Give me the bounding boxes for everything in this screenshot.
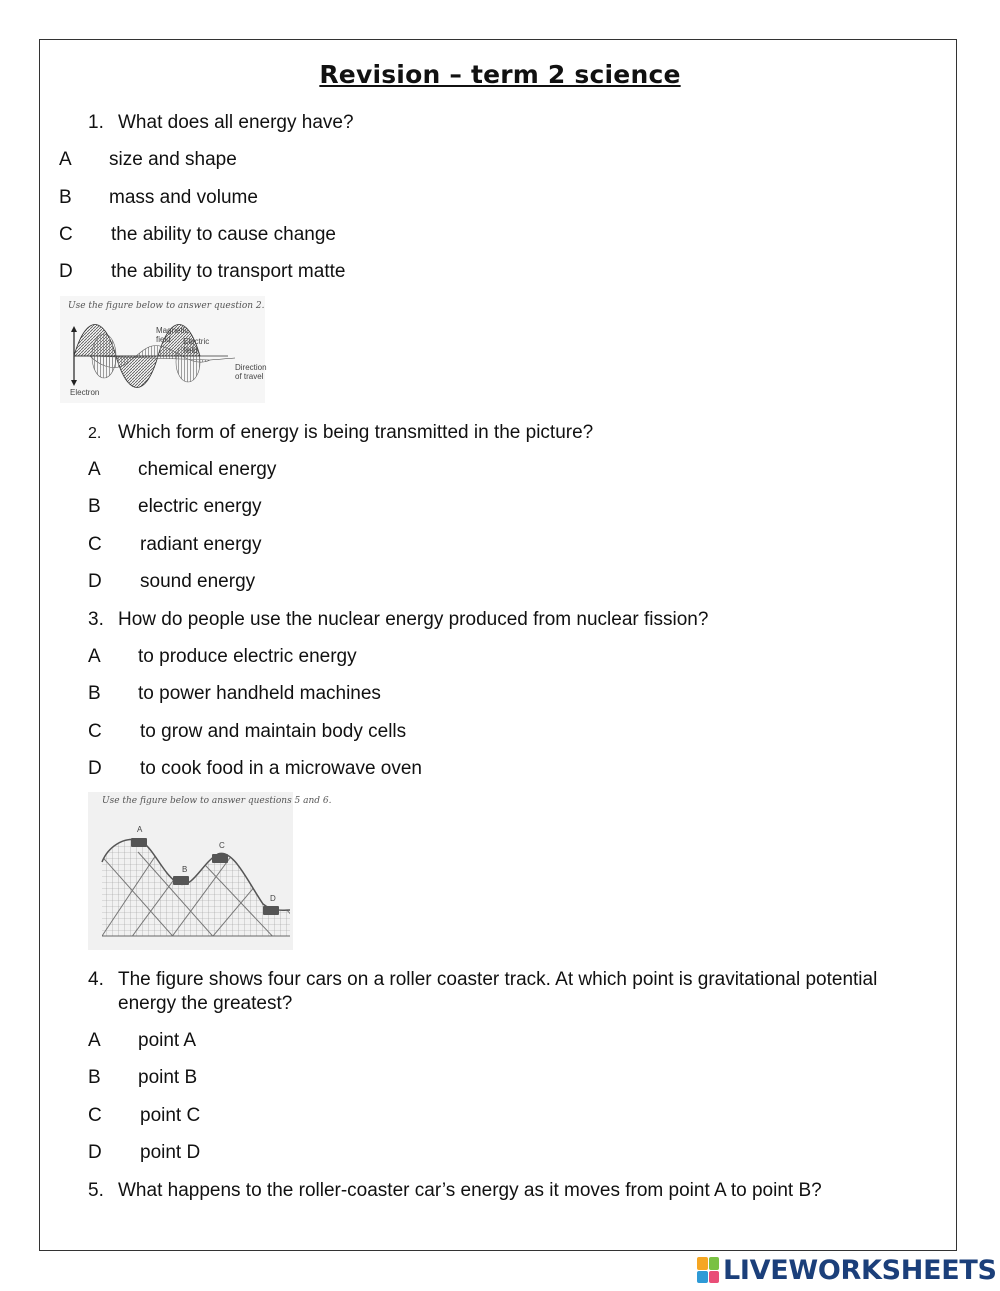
figure-caption: Use the figure below to answer question 2. <box>68 301 265 311</box>
question-text: Which form of energy is being transmitted in the picture? <box>118 422 594 443</box>
q4-option-d[interactable] <box>88 1142 200 1164</box>
option-letter: A <box>88 1030 101 1051</box>
icon-square-i <box>709 1257 720 1270</box>
liveworksheets-logo[interactable] <box>697 1255 997 1285</box>
option-text: point D <box>140 1142 201 1163</box>
question-number: 5. <box>88 1180 104 1201</box>
electromagnetic-wave-figure <box>60 296 265 403</box>
q4-option-c[interactable] <box>88 1105 200 1127</box>
direction-of-travel-label: Direction of travel <box>235 363 267 381</box>
wave-diagram <box>60 296 265 403</box>
question-number: 1. <box>88 112 104 133</box>
point-b-label: B <box>182 865 188 874</box>
option-letter: D <box>59 261 73 282</box>
option-text: radiant energy <box>140 534 262 555</box>
question-3 <box>88 609 708 631</box>
point-d-label: D <box>270 894 276 903</box>
option-letter: B <box>88 1067 101 1088</box>
q2-option-a[interactable] <box>88 459 276 481</box>
roller-coaster-diagram <box>88 792 293 950</box>
q3-option-d[interactable] <box>88 758 422 780</box>
option-letter: A <box>88 459 101 480</box>
option-text: mass and volume <box>109 187 258 208</box>
icon-square-v <box>697 1271 708 1284</box>
option-text: the ability to transport matte <box>111 261 346 282</box>
q3-option-b[interactable] <box>88 683 381 705</box>
point-a-label: A <box>137 825 143 834</box>
option-letter: A <box>88 646 101 667</box>
q1-option-d[interactable] <box>59 261 345 283</box>
q4-option-b[interactable] <box>88 1067 197 1089</box>
q2-option-b[interactable] <box>88 496 262 518</box>
brand-name: LIVEWORKSHEETS <box>723 1254 997 1286</box>
option-text: to produce electric energy <box>138 646 357 667</box>
icon-square-l <box>697 1257 708 1270</box>
question-number: 3. <box>88 609 104 630</box>
q2-option-d[interactable] <box>88 571 255 593</box>
option-letter: B <box>88 683 101 704</box>
option-text: point A <box>138 1030 197 1051</box>
option-letter: D <box>88 758 102 779</box>
option-letter: A <box>59 149 72 170</box>
point-c-label: C <box>219 841 225 850</box>
liveworksheets-icon <box>697 1257 719 1283</box>
option-letter: B <box>59 187 72 208</box>
option-letter: D <box>88 1142 102 1163</box>
option-letter: C <box>88 1105 102 1126</box>
magnetic-field-label: Magnetic field <box>156 326 189 344</box>
electron-label: Electron <box>70 388 100 397</box>
option-letter: C <box>88 721 102 742</box>
q2-option-c[interactable] <box>88 534 261 556</box>
option-text: the ability to cause change <box>111 224 336 245</box>
question-text: The figure shows four cars on a roller coaster track. At which point is gravitational potential <box>118 969 878 990</box>
option-letter: D <box>88 571 102 592</box>
question-1 <box>88 112 354 134</box>
question-text: What does all energy have? <box>118 112 354 133</box>
option-letter: C <box>59 224 73 245</box>
question-text: How do people use the nuclear energy produced from nuclear fission? <box>118 609 709 630</box>
option-letter: B <box>88 496 101 517</box>
q3-option-c[interactable] <box>88 721 406 743</box>
question-4 <box>88 969 877 991</box>
option-text: sound energy <box>140 571 256 592</box>
figure-caption: Use the figure below to answer questions 5 and 6. <box>102 796 332 806</box>
option-text: to cook food in a microwave oven <box>140 758 422 779</box>
option-text: to power handheld machines <box>138 683 381 704</box>
page-title: Revision – term 2 science <box>319 60 681 89</box>
question-number: 2. <box>88 425 102 442</box>
option-text: electric energy <box>138 496 262 517</box>
q1-option-a[interactable] <box>59 149 237 171</box>
question-4-continued: energy the greatest? <box>118 993 293 1014</box>
question-2 <box>88 422 593 444</box>
option-text: to grow and maintain body cells <box>140 721 407 742</box>
option-text: chemical energy <box>138 459 277 480</box>
option-text: point B <box>138 1067 198 1088</box>
question-5 <box>88 1180 822 1202</box>
option-text: size and shape <box>109 149 237 170</box>
question-number: 4. <box>88 969 104 990</box>
q4-option-a[interactable] <box>88 1030 196 1052</box>
q1-option-b[interactable] <box>59 187 258 209</box>
option-letter: C <box>88 534 102 555</box>
option-text: point C <box>140 1105 201 1126</box>
q1-option-c[interactable] <box>59 224 336 246</box>
q3-option-a[interactable] <box>88 646 357 668</box>
electric-field-label: Electric field <box>183 337 210 355</box>
question-text: What happens to the roller-coaster car’s energy as it moves from point A to point B? <box>118 1180 822 1201</box>
roller-coaster-figure <box>88 792 332 950</box>
icon-square-e <box>709 1271 720 1284</box>
